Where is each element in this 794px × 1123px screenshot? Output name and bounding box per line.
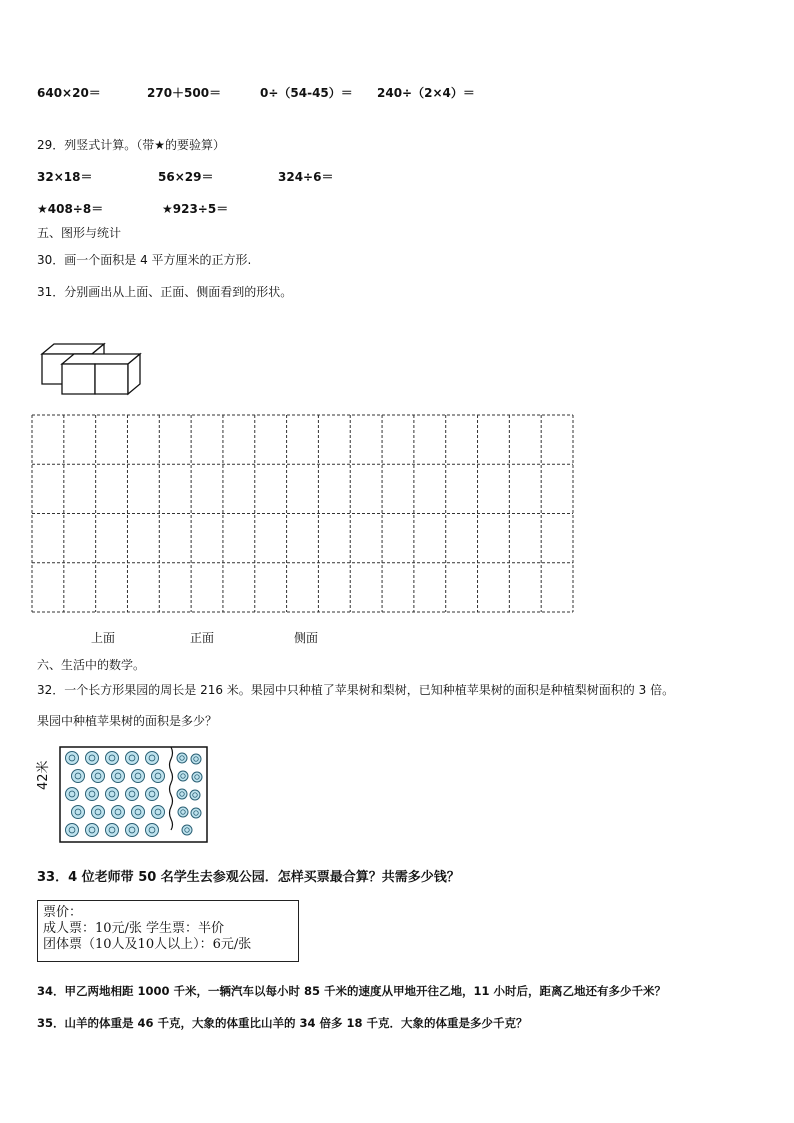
- grid-label-front: 正面: [190, 631, 215, 645]
- q29-title: 29．列竖式计算。（带★的要验算）: [37, 138, 226, 152]
- q31-text: 31．分别画出从上面、正面、侧面看到的形状。: [37, 285, 293, 299]
- expr-923div5: ★923÷5＝: [162, 202, 229, 216]
- section-5-heading: 五、图形与统计: [37, 226, 122, 240]
- orchard-diagram: [59, 746, 209, 844]
- q32-line1: 32．一个长方形果园的周长是 216 米。果园中只种植了苹果树和梨树，已知种植苹果树的面积是种植梨树面积的 3 倍。: [37, 683, 675, 697]
- expr-0div: 0÷（54-45）＝: [260, 86, 353, 100]
- ticket-price-box: [37, 900, 299, 962]
- cube-figure: [40, 342, 144, 398]
- ticket-line-2: 团体票（10人及10人以上）：6元/张: [43, 937, 252, 952]
- expr-32x18: 32×18＝: [37, 170, 93, 184]
- q34-text: 34．甲乙两地相距 1000 千米，一辆汽车以每小时 85 千米的速度从甲地开往乙地，11 小时后，距离乙地还有多少千米？: [37, 984, 667, 998]
- expr-408div8: ★408÷8＝: [37, 202, 104, 216]
- grid-label-side: 侧面: [294, 631, 319, 645]
- q32-line2: 果园中种植苹果树的面积是多少？: [37, 714, 218, 728]
- ticket-title: 票价：: [43, 905, 83, 920]
- orchard-side-label: 42米: [36, 760, 51, 790]
- ticket-line-1: 成人票：10元/张 学生票：半价: [43, 921, 225, 936]
- expr-56x29: 56×29＝: [158, 170, 214, 184]
- q33-title: 33．4 位老师带 50 名学生去参观公园．怎样买票最合算？共需多少钱？: [37, 870, 460, 885]
- expr-640x20: 640×20＝: [37, 86, 101, 100]
- expr-324div6: 324÷6＝: [278, 170, 334, 184]
- grid-label-top: 上面: [91, 631, 116, 645]
- expr-240div: 240÷（2×4）＝: [377, 86, 475, 100]
- q35-text: 35．山羊的体重是 46 千克，大象的体重比山羊的 34 倍多 18 千克．大象的体重是多少千克？: [37, 1016, 528, 1030]
- expr-270plus500: 270＋500＝: [147, 86, 222, 100]
- dashed-grid: [31, 414, 574, 613]
- q30-text: 30．画一个面积是 4 平方厘米的正方形.: [37, 253, 252, 267]
- section-6-heading: 六、生活中的数学。: [37, 658, 146, 672]
